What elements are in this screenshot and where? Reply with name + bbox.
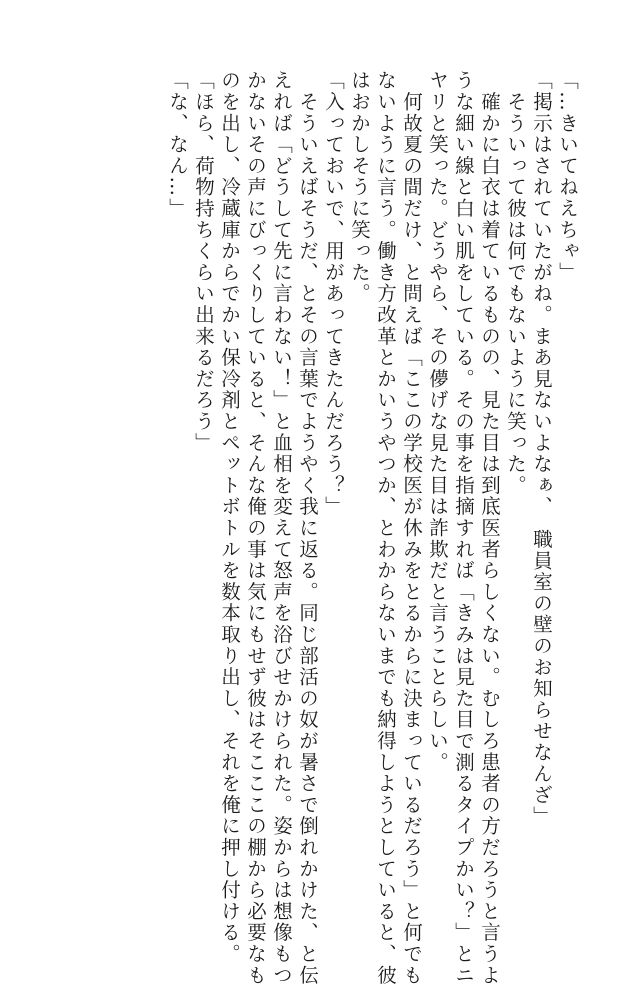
text-line: 「ほら、荷物持ちくらい出来るだろう」: [192, 70, 215, 454]
text-line: 「な、なん…」: [166, 70, 189, 220]
text-line: そういえばそうだ、とその言葉でようやく我に返る。同じ部活の奴が暑さで倒れかけた、と伝: [296, 70, 319, 986]
text-line: うな細い線と白い肌をしている。その事を指摘すれば「きみは見た目で測るタイプかい？」とニ: [452, 70, 475, 986]
text-line: 「…きいてねえちゃ」: [556, 70, 579, 283]
text-line: はおかしそうに笑った。: [348, 70, 371, 305]
text-line: かないその声にびっくりしていると、そんな俺の事は気にもせず彼はそこここの棚から必要なも: [244, 70, 267, 986]
text-line: 「入っておいで、用があってきたんだろう？」: [322, 70, 345, 518]
text-line: えれば「どうして先に言わない！」と血相を変えて怒声を浴びせかけられた。姿からは想像もつ: [270, 70, 293, 986]
text-line: ヤリと笑った。どうやら、その儚げな見た目は詐欺だと言うことらしい。: [426, 70, 449, 773]
text-line: のを出し、冷蔵庫からでかい保冷剤とペットボトルを数本取り出し、それを俺に押し付ける。: [218, 70, 241, 965]
text-line: 「掲示はされていたがね。まあ見ないよなぁ、 職員室の壁のお知らせなんざ」: [530, 70, 553, 828]
vertical-text-body: [164, 70, 580, 986]
text-line: そういって彼は何でもないように笑った。: [504, 70, 527, 496]
text-line: ないように言う。働き方改革とかいうやつか、とわからないまでも納得しようとしていると、彼: [374, 70, 397, 986]
text-line: 何故夏の間だけ、と問えば「ここの学校医が休みをとるからに決まっているだろう」と何でも: [400, 70, 423, 986]
text-line: 確かに白衣は着ているものの、見た目は到底医者らしくない。むしろ患者の方だろうと言うよ: [478, 70, 501, 986]
